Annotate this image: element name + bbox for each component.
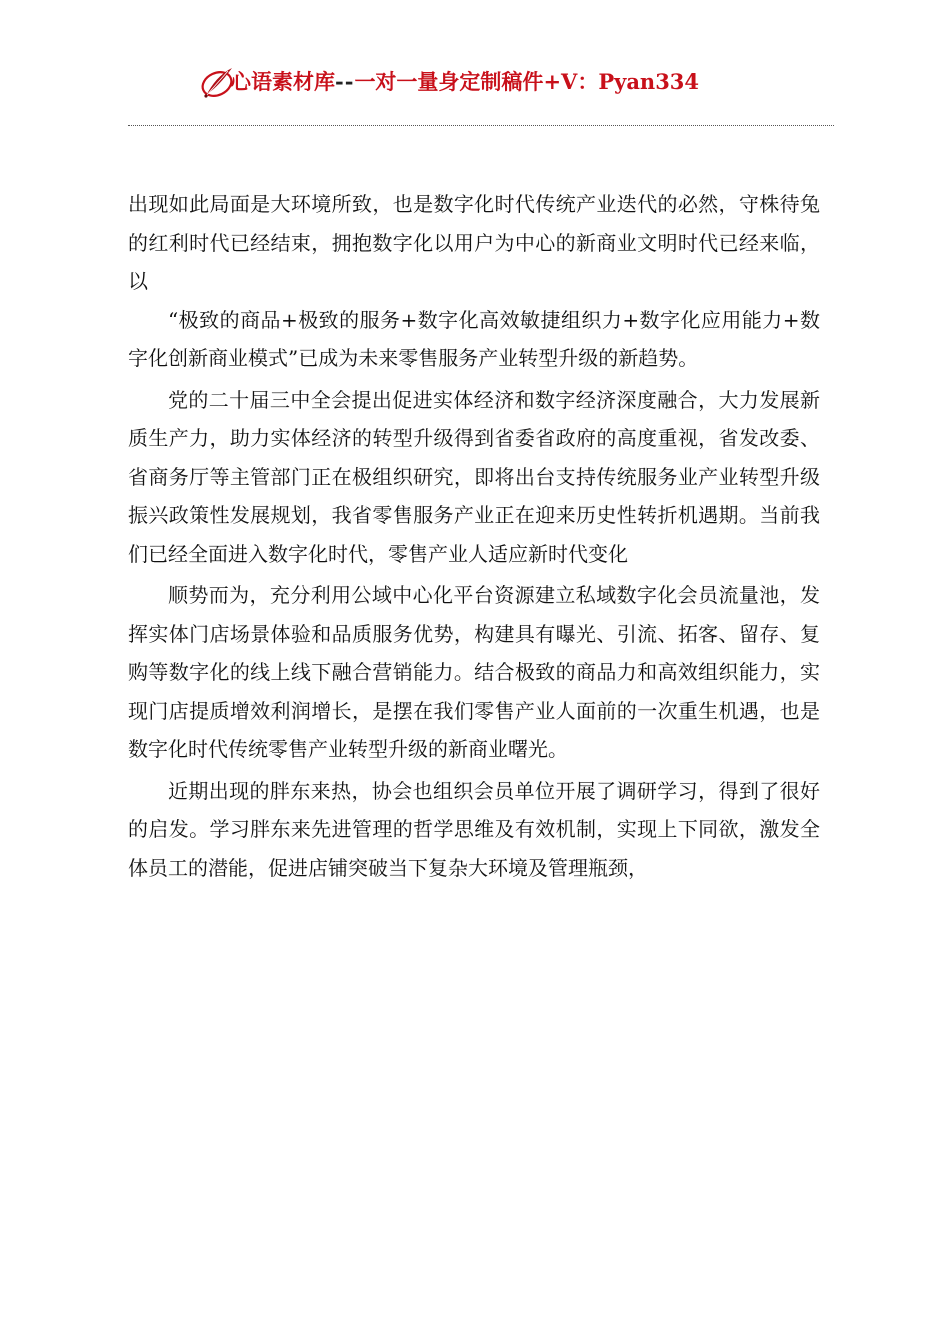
paragraph: 党的二十届三中全会提出促进实体经济和数字经济深度融合，大力发展新质生产力，助力实体经济的转型升级得到省委省政府的高度重视，省发改委、省商务厅等主管部门正在极组织研究，即将出台支持传统服务业产业转型升级振兴政策性发展规划，我省零售服务产业正在迎来历史性转折机遇期。当前我们已经全面进入数字化时代，零售产业人适应新时代变化 — [128, 387, 820, 566]
paragraph: “极致的商品+极致的服务+数字化高效敏捷组织力+数字化应用能力+数字化创新商业模式”已成为未来零售服务产业转型升级的新趋势。 — [128, 307, 820, 370]
header-contact: +V：Pyan334 — [543, 69, 700, 94]
page-header — [0, 58, 950, 102]
paragraph: 出现如此局面是大环境所致，也是数字化时代传统产业迭代的必然，守株待兔的红利时代已经结束，拥抱数字化以用户为中心的新商业文明时代已经来临，以 — [128, 192, 820, 293]
header-separator: -- — [335, 69, 355, 94]
paragraph: 顺势而为，充分利用公域中心化平台资源建立私域数字化会员流量池，发挥实体门店场景体验和品质服务优势，构建具有曝光、引流、拓客、留存、复购等数字化的线上线下融合营销能力。结合极致的商品力和高效组织能力，实现门店提质增效利润增长，是摆在我们零售产业人面前的一次重生机遇，也是数字化时代传统零售产业转型升级的新商业曙光。 — [128, 583, 820, 761]
header-brand: 心语素材库 — [230, 69, 335, 94]
header-divider — [128, 125, 834, 126]
paragraph: 近期出现的胖东来热，协会也组织会员单位开展了调研学习，得到了很好的启发。学习胖东来先进管理的哲学思维及有效机制，实现上下同欲，激发全体员工的潜能，促进店铺突破当下复杂大环境及管理瓶颈， — [128, 778, 820, 880]
document-body — [128, 185, 820, 887]
header-title — [230, 66, 699, 96]
header-slogan: 一对一量身定制稿件 — [354, 69, 544, 94]
